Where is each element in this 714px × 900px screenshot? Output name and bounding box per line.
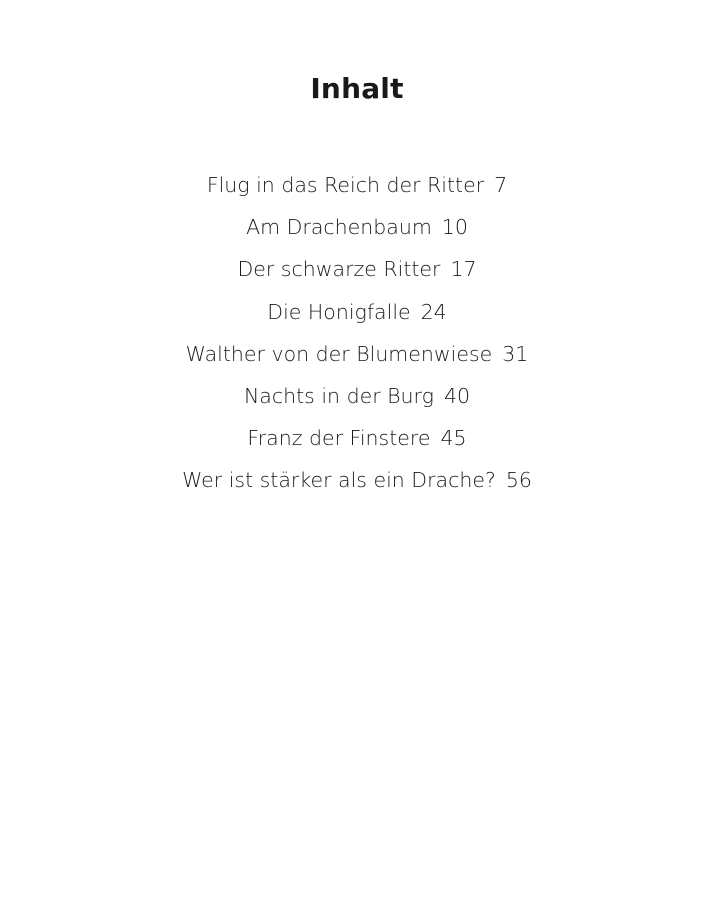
toc-entry-title: Walther von der Blumenwiese bbox=[185, 341, 493, 366]
toc-entry bbox=[0, 295, 714, 337]
toc-entry bbox=[0, 337, 714, 379]
toc-entry bbox=[0, 421, 714, 463]
toc-entry-title: Die Honigfalle bbox=[267, 299, 411, 324]
toc-entry bbox=[0, 168, 714, 210]
toc-entry-page: 56 bbox=[505, 468, 532, 493]
page-title: Inhalt bbox=[310, 72, 404, 105]
toc-entry bbox=[0, 463, 714, 505]
toc-entry-page: 31 bbox=[502, 341, 529, 366]
toc-entry-title: Franz der Finstere bbox=[247, 426, 431, 451]
toc-entry-page: 40 bbox=[443, 383, 471, 408]
toc-entry bbox=[0, 252, 714, 294]
toc-entry-title: Wer ist stärker als ein Drache? bbox=[182, 468, 496, 493]
toc-entry-page: 7 bbox=[494, 173, 508, 197]
toc-entry-page: 24 bbox=[420, 299, 447, 324]
toc-entry-title: Am Drachenbaum bbox=[246, 215, 432, 240]
toc-entry bbox=[0, 379, 714, 421]
toc-entry-title: Nachts in der Burg bbox=[243, 383, 434, 408]
toc-entry-page: 10 bbox=[441, 215, 468, 240]
toc-entry-page: 17 bbox=[450, 257, 477, 282]
toc-entry-title: Der schwarze Ritter bbox=[237, 257, 441, 282]
toc-entry bbox=[0, 210, 714, 252]
toc-entry-title: Flug in das Reich der Ritter bbox=[206, 173, 485, 197]
table-of-contents bbox=[0, 168, 714, 506]
toc-entry-page: 45 bbox=[440, 426, 467, 451]
